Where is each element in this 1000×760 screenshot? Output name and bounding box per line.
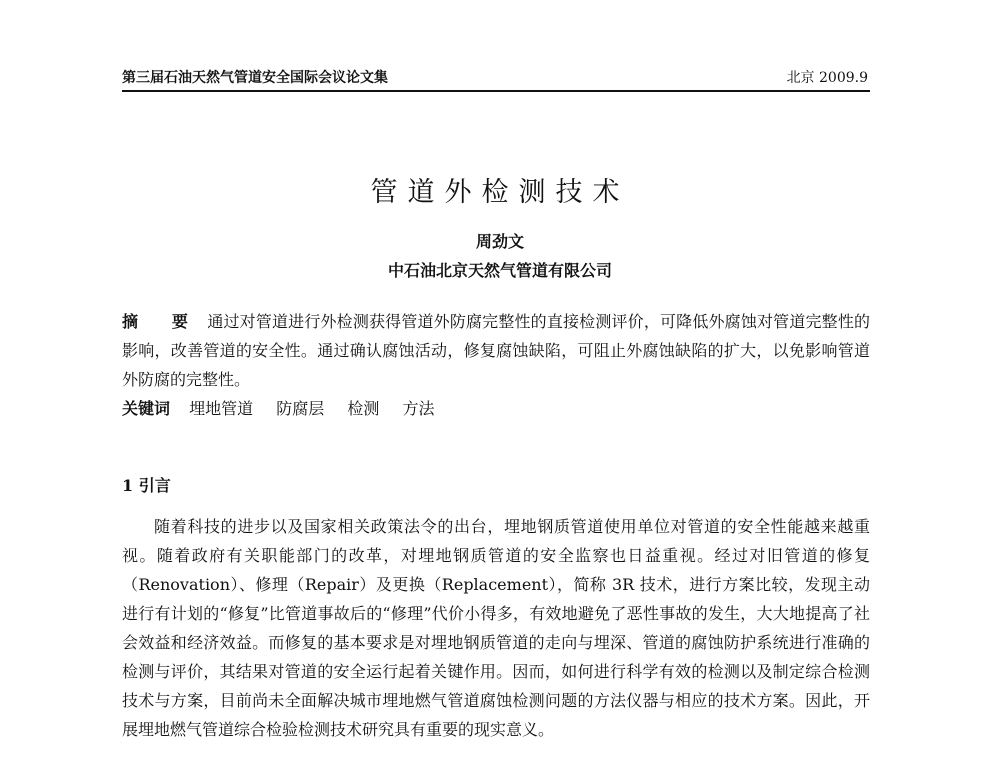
proceedings-title: 第三届石油天然气管道安全国际会议论文集 — [122, 70, 388, 86]
keyword: 方法 — [402, 399, 435, 418]
keywords — [122, 394, 870, 423]
location-date: 北京 2009.9 — [786, 70, 868, 86]
author: 周劲文 — [475, 232, 524, 251]
header-rule — [122, 90, 870, 92]
section-heading: 1 引言 — [122, 476, 171, 495]
keyword: 防腐层 — [276, 399, 325, 418]
abstract-text: 通过对管道进行外检测获得管道外防腐完整性的直接检测评价，可降低外腐蚀对管道完整性的影响，改善管道的安全性。通过确认腐蚀活动，修复腐蚀缺陷，可阻止外腐蚀缺陷的扩大，以免影响管道外防腐的完整性。 — [122, 312, 870, 389]
keyword: 埋地管道 — [189, 399, 254, 418]
running-header — [122, 66, 868, 90]
keywords-label: 关键词 — [122, 399, 171, 418]
keyword: 检测 — [347, 399, 380, 418]
abstract-label: 摘 要 — [122, 312, 203, 331]
paper-title: 管道外检测技术 — [370, 177, 630, 208]
abstract — [122, 307, 870, 394]
body-paragraph: 随着科技的进步以及国家相关政策法令的出台，埋地钢质管道使用单位对管道的安全性能越来越重视。随着政府有关职能部门的改革，对埋地钢质管道的安全监察也日益重视。经过对旧管道的修复（Renovation）、修理（Repair）及更换（Replacement），简称 3R 技术，进行方案比较，发现主动进行有计划的“修复”比管道事故后的“修理”代价小得多，有效地避免了恶性事故的发生，大大地提高了社会效益和经济效益。而修复的基本要求是对埋地钢质管道的走向与埋深、管道的腐蚀防护系统进行准确的检测与评价，其结果对管道的安全运行起着关键作用。因而，如何进行科学有效的检测以及制定综合检测技术与方案，目前尚未全面解决城市埋地燃气管道腐蚀检测问题的方法仪器与相应的技术方案。因此，开展埋地燃气管道综合检验检测技术研究具有重要的现实意义。 — [122, 517, 870, 739]
affiliation: 中石油北京天然气管道有限公司 — [387, 261, 612, 280]
